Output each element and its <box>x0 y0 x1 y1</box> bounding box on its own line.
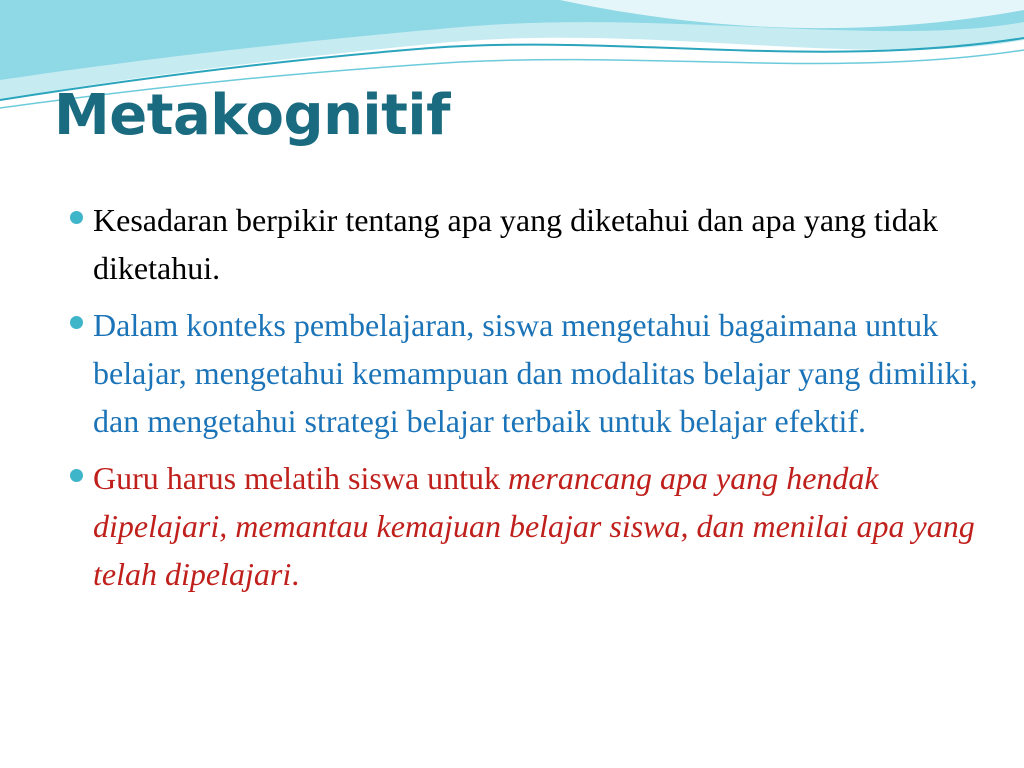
bullet-dot-icon <box>70 316 83 329</box>
bullet-dot-icon <box>70 469 83 482</box>
bullet-text-end: . <box>291 556 300 592</box>
bullet-dot-icon <box>70 211 83 224</box>
bullet-item <box>66 454 986 598</box>
bullet-item <box>66 196 986 292</box>
bullet-text: Dalam konteks pembelajaran, siswa mengetahui bagaimana untuk belajar, mengetahui kemampuan dan modalitas belajar yang dimiliki, dan mengetahui strategi belajar terbaik untuk belajar efektif. <box>93 307 978 439</box>
bullet-text-italic: merancang apa yang hendak dipelajari, memantau kemajuan belajar siswa, dan menilai apa yang telah dipelajari <box>93 460 975 592</box>
bullet-list <box>66 196 986 607</box>
bullet-item <box>66 301 986 445</box>
bullet-text-plain: Guru harus melatih siswa untuk <box>93 460 509 496</box>
slide-title: Metakognitif <box>54 83 450 148</box>
bullet-text: Kesadaran berpikir tentang apa yang diketahui dan apa yang tidak diketahui. <box>93 202 938 286</box>
